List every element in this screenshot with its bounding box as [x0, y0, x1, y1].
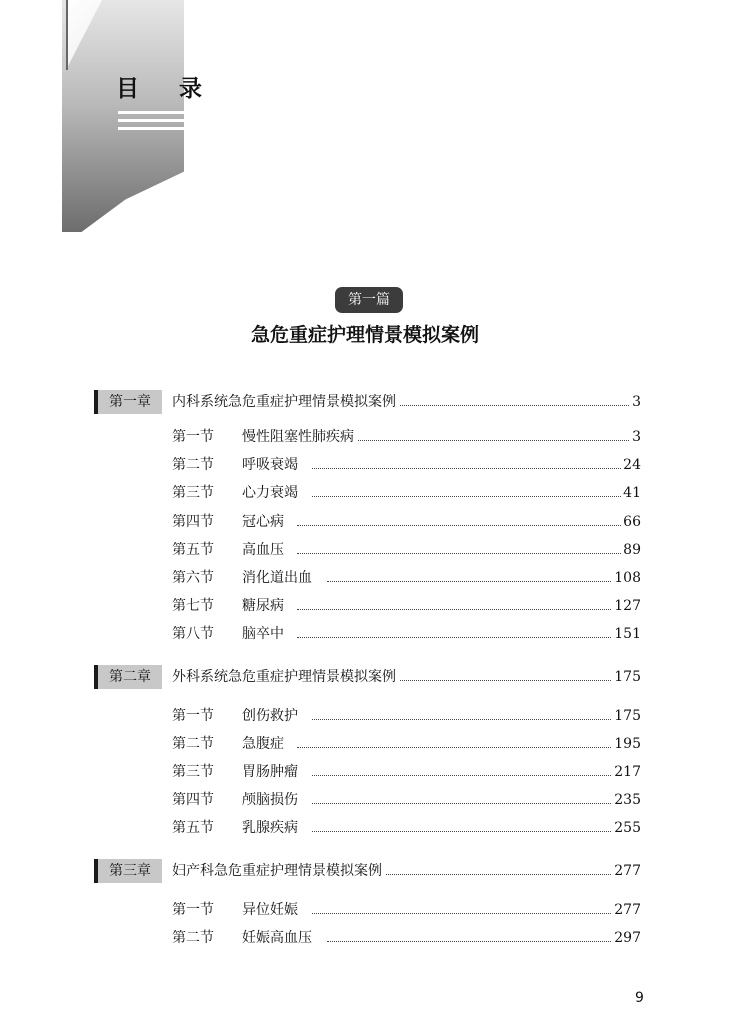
- section-row[interactable]: [172, 594, 641, 618]
- section-number: 第七节: [172, 598, 214, 614]
- section-number: 第二节: [172, 736, 214, 752]
- section-page: 66: [621, 510, 641, 534]
- header-rule-decoration: [66, 0, 68, 70]
- section-page: 24: [621, 453, 641, 477]
- chapter-page: 277: [612, 859, 641, 883]
- leader-dots: [394, 405, 629, 406]
- chapter-title: 外科系统急危重症护理情景模拟案例: [172, 665, 399, 689]
- section-title: 妊娠高血压: [242, 926, 315, 950]
- leader-dots: [312, 719, 613, 720]
- chapter-title: 内科系统急危重症护理情景模拟案例: [172, 390, 399, 414]
- section-number: 第三节: [172, 764, 214, 780]
- section-number: 第五节: [172, 820, 214, 836]
- section-row[interactable]: [172, 760, 641, 784]
- section-number: 第二节: [172, 457, 214, 473]
- chapter-row[interactable]: [94, 390, 641, 414]
- section-row[interactable]: [172, 704, 641, 728]
- section-row[interactable]: [172, 816, 641, 840]
- section-page: 297: [612, 926, 641, 950]
- part-title: 急危重症护理情景模拟案例: [250, 324, 479, 346]
- section-title: 创伤救护: [242, 704, 301, 728]
- section-row[interactable]: [172, 538, 641, 562]
- section-title: 心力衰竭: [242, 481, 301, 505]
- section-number: 第八节: [172, 626, 214, 642]
- section-page: 108: [612, 566, 641, 590]
- leader-dots: [312, 468, 621, 469]
- chapter-label: 第三章: [94, 859, 162, 883]
- leader-dots: [297, 637, 613, 638]
- section-title: 冠心病: [242, 510, 287, 534]
- leader-dots: [312, 913, 613, 914]
- section-page: 217: [612, 760, 641, 784]
- chapter-label: 第一章: [94, 390, 162, 414]
- section-row[interactable]: [172, 622, 641, 646]
- section-title: 消化道出血: [242, 566, 315, 590]
- section-row[interactable]: [172, 898, 641, 922]
- section-title: 脑卒中: [242, 622, 287, 646]
- chapter-row[interactable]: [94, 859, 641, 883]
- toc-title: 目 录: [116, 76, 219, 102]
- section-page: 277: [612, 898, 641, 922]
- section-row[interactable]: [172, 566, 641, 590]
- section-number: 第四节: [172, 792, 214, 808]
- section-row[interactable]: [172, 481, 641, 505]
- section-row[interactable]: [172, 453, 641, 477]
- section-number: 第四节: [172, 514, 214, 530]
- section-page: 195: [612, 732, 641, 756]
- section-page: 41: [621, 481, 641, 505]
- leader-dots: [312, 496, 621, 497]
- chapter-row[interactable]: [94, 665, 641, 689]
- section-row[interactable]: [172, 510, 641, 534]
- section-row[interactable]: [172, 425, 641, 449]
- leader-dots: [297, 609, 613, 610]
- section-number: 第三节: [172, 485, 214, 501]
- section-title: 糖尿病: [242, 594, 287, 618]
- section-row[interactable]: [172, 732, 641, 756]
- chapter-label: 第二章: [94, 665, 162, 689]
- chapter-title: 妇产科急危重症护理情景模拟案例: [172, 859, 385, 883]
- section-number: 第五节: [172, 542, 214, 558]
- section-number: 第二节: [172, 930, 214, 946]
- leader-dots: [312, 803, 613, 804]
- leader-dots: [297, 553, 621, 554]
- section-number: 第一节: [172, 429, 214, 445]
- section-row[interactable]: [172, 788, 641, 812]
- leader-dots: [297, 525, 621, 526]
- section-number: 第六节: [172, 570, 214, 586]
- section-page: 127: [612, 594, 641, 618]
- leader-dots: [312, 775, 613, 776]
- section-title: 慢性阻塞性肺疾病: [242, 425, 357, 449]
- leader-dots: [394, 680, 613, 681]
- section-page: 89: [621, 538, 641, 562]
- leader-dots: [297, 747, 613, 748]
- section-number: 第一节: [172, 902, 214, 918]
- chapter-page: 3: [630, 390, 641, 414]
- section-title: 高血压: [242, 538, 287, 562]
- leader-dots: [332, 440, 629, 441]
- section-title: 胃肠肿瘤: [242, 760, 301, 784]
- section-title: 乳腺疾病: [242, 816, 301, 840]
- section-page: 255: [612, 816, 641, 840]
- section-title: 呼吸衰竭: [242, 453, 301, 477]
- chapter-page: 175: [612, 665, 641, 689]
- section-row[interactable]: [172, 926, 641, 950]
- section-number: 第一节: [172, 708, 214, 724]
- leader-dots: [312, 831, 613, 832]
- leader-dots: [327, 581, 613, 582]
- section-title: 异位妊娠: [242, 898, 301, 922]
- section-page: 235: [612, 788, 641, 812]
- section-page: 175: [612, 704, 641, 728]
- section-page: 151: [612, 622, 641, 646]
- part-badge: 第一篇: [335, 287, 403, 313]
- section-title: 颅脑损伤: [242, 788, 301, 812]
- title-underline-bars: [118, 111, 184, 135]
- section-page: 3: [630, 425, 641, 449]
- page-number: 9: [635, 990, 644, 1006]
- section-title: 急腹症: [242, 732, 287, 756]
- leader-dots: [327, 941, 613, 942]
- leader-dots: [379, 874, 613, 875]
